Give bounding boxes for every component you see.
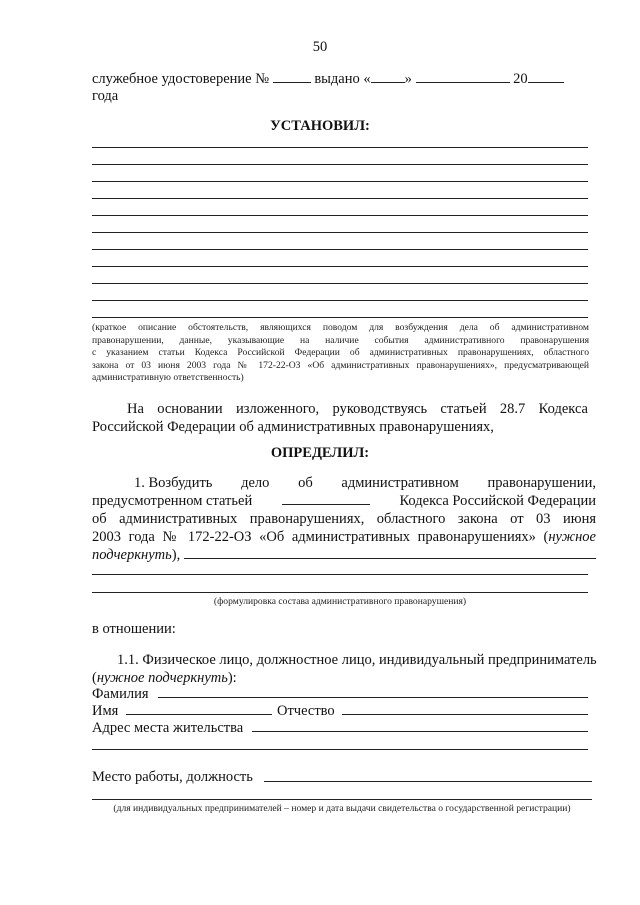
- address-label: Адрес места жительства: [92, 720, 244, 736]
- issued-day-field[interactable]: [371, 70, 405, 83]
- basis-line: Российской Федерации об административных правонарушениях,: [92, 419, 494, 435]
- person-text: ):: [227, 670, 237, 686]
- fill-line[interactable]: [92, 198, 588, 199]
- item-1-word: административном: [341, 475, 459, 491]
- item-1-italic: нужное: [548, 529, 596, 545]
- address-field-extra[interactable]: [92, 749, 588, 750]
- fill-line[interactable]: [92, 592, 588, 593]
- workplace-field[interactable]: [264, 781, 592, 782]
- address-field[interactable]: [252, 731, 588, 732]
- name-field[interactable]: [126, 714, 272, 715]
- workplace-field-extra[interactable]: [92, 799, 592, 800]
- fill-line[interactable]: [92, 574, 588, 575]
- quote-close: »: [404, 71, 412, 87]
- certificate-number-field[interactable]: [273, 70, 311, 83]
- item-1-word: правонарушении,: [487, 475, 596, 491]
- person-italic: нужное подчеркнуть: [96, 670, 228, 686]
- article-field[interactable]: [282, 492, 370, 505]
- basis-paragraph: [92, 400, 588, 436]
- certificate-label: служебное удостоверение №: [92, 71, 270, 87]
- certificate-line: [92, 70, 564, 88]
- fill-line[interactable]: [92, 147, 588, 148]
- fill-line[interactable]: [92, 249, 588, 250]
- item-1-line: об административных правонарушениях, областного закона от 03 июня: [92, 511, 596, 527]
- person-block: [92, 651, 596, 687]
- person-text: (: [92, 670, 97, 686]
- violation-field[interactable]: [184, 546, 596, 559]
- item-1-text: Кодекса Российской Федерации: [399, 493, 596, 509]
- item-1-word: 1. Возбудить: [134, 475, 213, 491]
- ustanovil-note-line: административную ответственность): [92, 372, 244, 383]
- item-1-line: [92, 474, 596, 492]
- person-type-line: [92, 669, 596, 687]
- name-label: Имя: [92, 703, 119, 719]
- page-number: 50: [312, 39, 328, 55]
- year-prefix: 20: [513, 71, 528, 87]
- fill-line[interactable]: [92, 283, 588, 284]
- surname-field[interactable]: [158, 697, 588, 698]
- fill-line[interactable]: [92, 164, 588, 165]
- ustanovil-note-line: правонарушении, данные, указывающие на наличие события административного правонарушения: [92, 334, 589, 346]
- ustanovil-note-line: с указанием статьи Кодекса Российской Федерации об административных правонарушениях, областного: [92, 347, 589, 358]
- item-1: [92, 474, 596, 564]
- issued-label: выдано «: [314, 71, 371, 87]
- workplace-label: Место работы, должность: [92, 769, 253, 785]
- opredelil-heading: ОПРЕДЕЛИЛ:: [270, 445, 370, 461]
- item-1-line: [92, 528, 596, 546]
- issued-year-field[interactable]: [528, 70, 564, 83]
- ustanovil-heading: УСТАНОВИЛ:: [270, 118, 370, 134]
- ustanovil-note-line: (краткое описание обстоятельств, являющихся поводом для возбуждения дела об административном: [92, 322, 589, 333]
- item-1-line: [92, 492, 596, 510]
- item-1-text: ),: [171, 547, 181, 563]
- item-1-italic: подчеркнуть: [92, 547, 172, 563]
- fill-line[interactable]: [92, 317, 588, 318]
- surname-label: Фамилия: [92, 686, 149, 702]
- item-1-word: дело: [241, 475, 270, 491]
- ip-note: (для индивидуальных предпринимателей – номер и дата выдачи свидетельства о государственной регистрации): [113, 803, 571, 814]
- fill-line[interactable]: [92, 300, 588, 301]
- fill-line[interactable]: [92, 181, 588, 182]
- formulation-note: (формулировка состава административного правонарушения): [213, 596, 467, 607]
- ustanovil-note: [92, 322, 589, 385]
- fill-line[interactable]: [92, 266, 588, 267]
- patronymic-label: Отчество: [277, 703, 335, 719]
- person-type-line: 1.1. Физическое лицо, должностное лицо, индивидуальный предприниматель: [117, 652, 597, 668]
- fill-line[interactable]: [92, 232, 588, 233]
- ustanovil-note-line: закона от 03 июня 2003 года № 172-22-ОЗ «Об административных правонарушениях», предусматривающей: [92, 359, 589, 371]
- fill-line[interactable]: [92, 215, 588, 216]
- item-1-text: предусмотренном статьей: [92, 493, 253, 509]
- item-1-word: об: [298, 475, 313, 491]
- year-word: года: [92, 88, 119, 104]
- item-1-text: 2003 года № 172-22-ОЗ «Об административных правонарушениях» (: [92, 529, 549, 545]
- basis-line: На основании изложенного, руководствуясь статьей 28.7 Кодекса: [127, 401, 588, 417]
- in-relation-label: в отношении:: [92, 621, 176, 637]
- issued-month-field[interactable]: [416, 70, 510, 83]
- patronymic-field[interactable]: [342, 714, 588, 715]
- item-1-line: [92, 546, 596, 564]
